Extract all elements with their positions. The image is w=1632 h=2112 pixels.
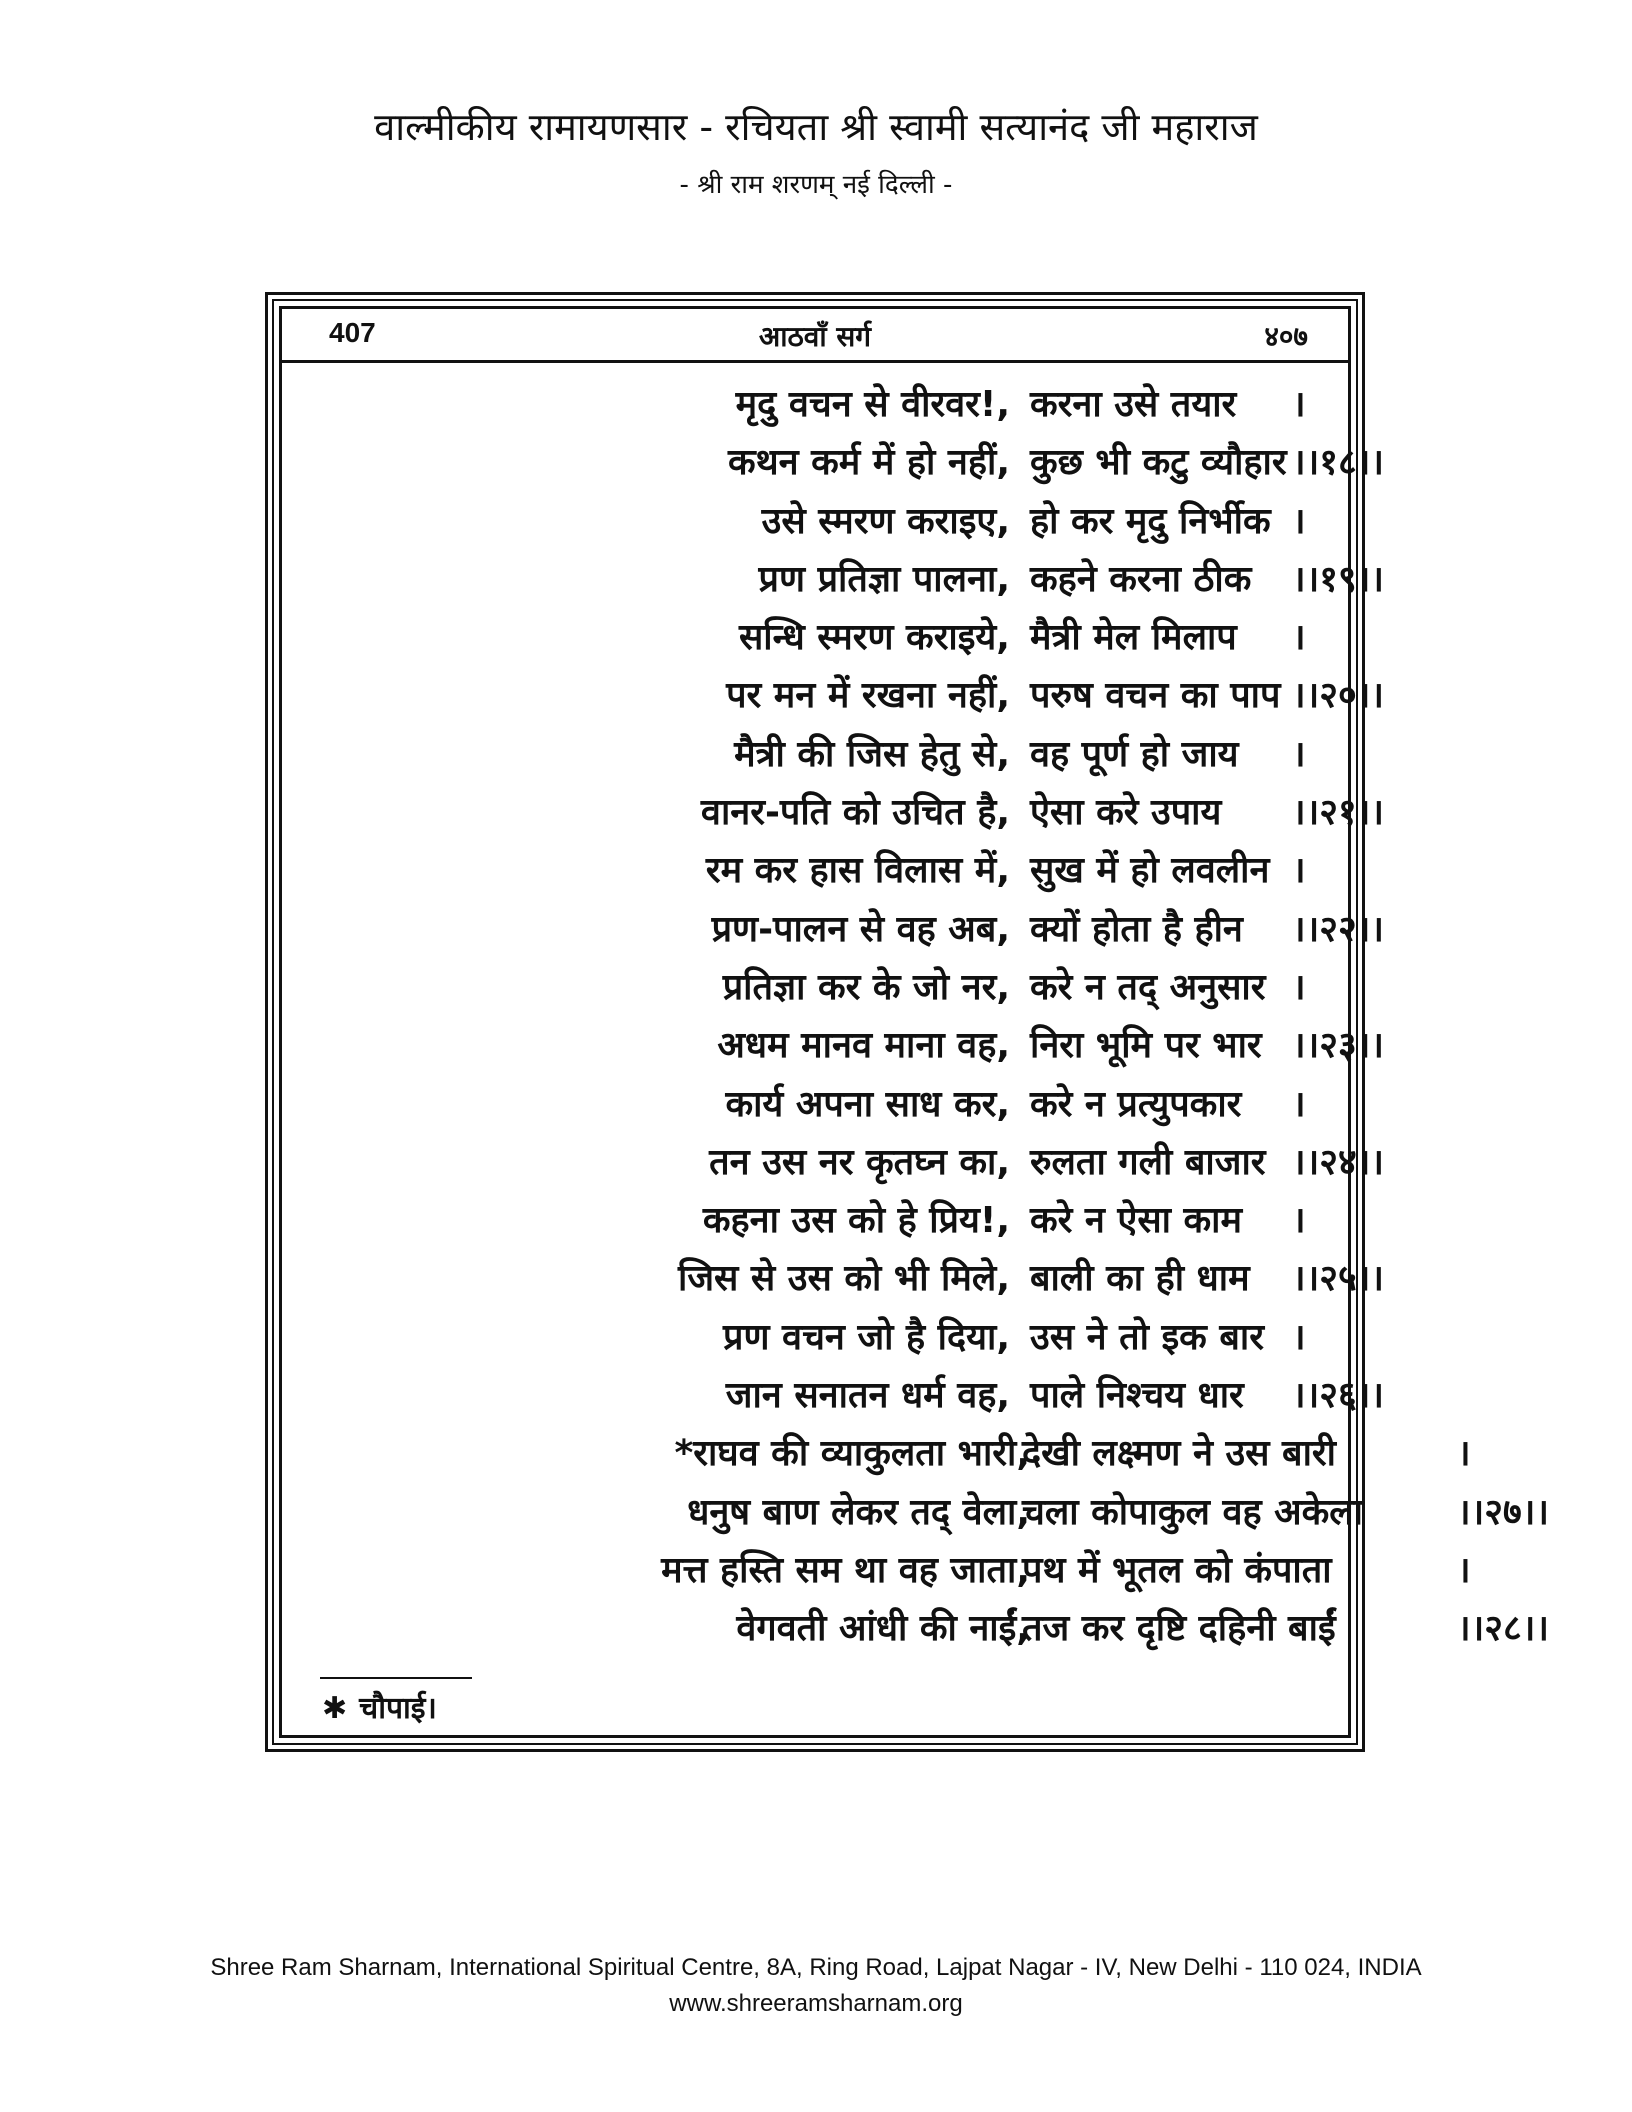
verse-line [282, 487, 1348, 545]
verse-mark: । [1292, 733, 1306, 775]
verse-first-half: उसे स्मरण कराइए, [761, 500, 1010, 542]
chaupai-second-half: चला कोपाकुल वह अकेला [1022, 1491, 1364, 1533]
footnote-text: चौपाई। [359, 1691, 437, 1726]
chaupai-mark: । [1457, 1433, 1471, 1475]
asterisk-icon: ✱ [322, 1691, 348, 1726]
chaupai-first-half: *राघव की व्याकुलता भारी, [674, 1433, 1030, 1475]
verse-line [282, 545, 1385, 603]
chaupai-second-half: पथ में भूतल को कंपाता [1022, 1549, 1332, 1591]
verse-line [282, 603, 1348, 661]
verse-first-half: कहना उस को हे प्रिय!, [702, 1200, 1010, 1242]
verse-second-half: रुलता गली बाजार [1030, 1141, 1266, 1183]
verse-second-half: मैत्री मेल मिलाप [1030, 617, 1237, 659]
verse-line [282, 1186, 1348, 1244]
verse-first-half: प्रण प्रतिज्ञा पालना, [758, 558, 1010, 600]
chaupai-second-half: देखी लक्ष्मण ने उस बारी [1022, 1433, 1336, 1475]
verse-first-half: मृदु वचन से वीरवर!, [735, 384, 1010, 425]
verse-mark: । [1292, 500, 1306, 542]
verse-first-half: कथन कर्म में हो नहीं, [727, 442, 1010, 484]
chaupai-line [282, 1478, 1550, 1536]
chaupai-line [282, 1594, 1550, 1652]
verse-mark: ।।२३।। [1292, 1025, 1385, 1067]
verse-first-half: मैत्री की जिस हेतु से, [734, 733, 1010, 775]
verse-mark: । [1292, 850, 1306, 892]
verse-block [282, 370, 1550, 1653]
verse-mark: ।।१८।। [1292, 442, 1385, 484]
page-number-latin: 407 [329, 317, 376, 348]
verse-line [282, 778, 1385, 836]
running-head [282, 309, 1348, 363]
verse-line [282, 1303, 1348, 1361]
chaupai-mark: ।।२७।। [1457, 1491, 1550, 1533]
verse-second-half: उस ने तो इक बार [1030, 1316, 1264, 1358]
document-subtitle: - श्री राम शरणम् नई दिल्ली - [679, 170, 953, 200]
verse-line [282, 1244, 1385, 1302]
verse-second-half: बाली का ही धाम [1030, 1258, 1250, 1300]
verse-first-half: सन्धि स्मरण कराइये, [738, 617, 1010, 659]
chaupai-first-half: मत्त हस्ति सम था वह जाता, [661, 1549, 1030, 1591]
footer-address: Shree Ram Sharnam, International Spiritual Centre, 8A, Ring Road, Lajpat Nagar - IV, New Delhi - 110 024, INDIA [210, 1954, 1422, 1981]
verse-first-half: प्रण वचन जो है दिया, [723, 1316, 1010, 1358]
chaupai-mark: ।।२८।। [1457, 1608, 1550, 1650]
verse-line [282, 428, 1385, 486]
verse-second-half: परुष वचन का पाप [1030, 675, 1281, 717]
verse-first-half: प्रतिज्ञा कर के जो नर, [722, 966, 1010, 1008]
verse-line [282, 370, 1348, 428]
verse-first-half: जिस से उस को भी मिले, [678, 1258, 1010, 1300]
chaupai-second-half: तज कर दृष्टि दहिनी बाईं [1022, 1608, 1336, 1650]
chaupai-mark: । [1457, 1549, 1471, 1591]
verse-line [282, 661, 1385, 719]
verse-mark: ।।१९।। [1292, 558, 1385, 600]
verse-first-half: वानर-पति को उचित है, [700, 792, 1010, 834]
chaupai-line [282, 1536, 1471, 1594]
verse-second-half: क्यों होता है हीन [1030, 908, 1243, 950]
footnote-rule [320, 1677, 472, 1679]
verse-mark: ।।२६।। [1292, 1375, 1385, 1417]
verse-mark: ।।२०।। [1292, 675, 1385, 717]
verse-second-half: सुख में हो लवलीन [1030, 850, 1270, 892]
verse-line [282, 1070, 1348, 1128]
verse-line [282, 1128, 1385, 1186]
verse-mark: ।।२४।। [1292, 1141, 1385, 1183]
verse-mark: । [1292, 1200, 1306, 1242]
verse-second-half: वह पूर्ण हो जाय [1030, 733, 1239, 775]
verse-line [282, 1361, 1385, 1419]
verse-mark: ।।२२।। [1292, 908, 1385, 950]
verse-second-half: पाले निश्चय धार [1030, 1375, 1244, 1417]
page-number-devanagari: ४०७ [1264, 320, 1308, 353]
verse-line [282, 836, 1348, 894]
verse-mark: ।।२१।। [1292, 792, 1385, 834]
footer-website[interactable]: www.shreeramsharnam.org [669, 1990, 963, 2017]
verse-line [282, 720, 1348, 778]
verse-mark: ।।२५।। [1292, 1258, 1385, 1300]
chapter-title: आठवाँ सर्ग [758, 320, 872, 353]
verse-line [282, 1011, 1385, 1069]
verse-mark: । [1292, 617, 1306, 659]
verse-mark: । [1292, 1316, 1306, 1358]
verse-second-half: हो कर मृदु निर्भीक [1030, 500, 1271, 542]
verse-first-half: अधम मानव माना वह, [717, 1025, 1010, 1067]
verse-line [282, 895, 1385, 953]
verse-second-half: कहने करना ठीक [1030, 558, 1252, 600]
verse-second-half: करे न प्रत्युपकार [1030, 1083, 1242, 1125]
verse-mark: । [1292, 384, 1306, 425]
verse-mark: । [1292, 966, 1306, 1008]
verse-line [282, 953, 1348, 1011]
document-title: वाल्मीकीय रामायणसार - रचियता श्री स्वामी सत्यानंद जी महाराज [374, 105, 1258, 149]
verse-second-half: करे न ऐसा काम [1030, 1200, 1243, 1242]
verse-second-half: कुछ भी कटु व्यौहार [1030, 442, 1287, 484]
verse-first-half: जान सनातन धर्म वह, [725, 1375, 1010, 1417]
verse-first-half: कार्य अपना साध कर, [725, 1083, 1010, 1125]
chaupai-first-half: वेगवती आंधी की नाईं, [736, 1608, 1030, 1650]
verse-mark: । [1292, 1083, 1306, 1125]
chaupai-first-half: धनुष बाण लेकर तद् वेला, [687, 1491, 1030, 1533]
verse-second-half: ऐसा करे उपाय [1030, 792, 1222, 834]
verse-first-half: रम कर हास विलास में, [705, 850, 1010, 892]
verse-first-half: पर मन में रखना नहीं, [726, 675, 1010, 717]
verse-first-half: तन उस नर कृतघ्न का, [709, 1141, 1010, 1183]
chaupai-line [282, 1419, 1471, 1477]
verse-second-half: करना उसे तयार [1030, 384, 1237, 425]
verse-second-half: निरा भूमि पर भार [1030, 1025, 1262, 1067]
verse-second-half: करे न तद् अनुसार [1030, 966, 1266, 1008]
verse-first-half: प्रण-पालन से वह अब, [711, 908, 1010, 950]
footnote [322, 1686, 437, 1727]
